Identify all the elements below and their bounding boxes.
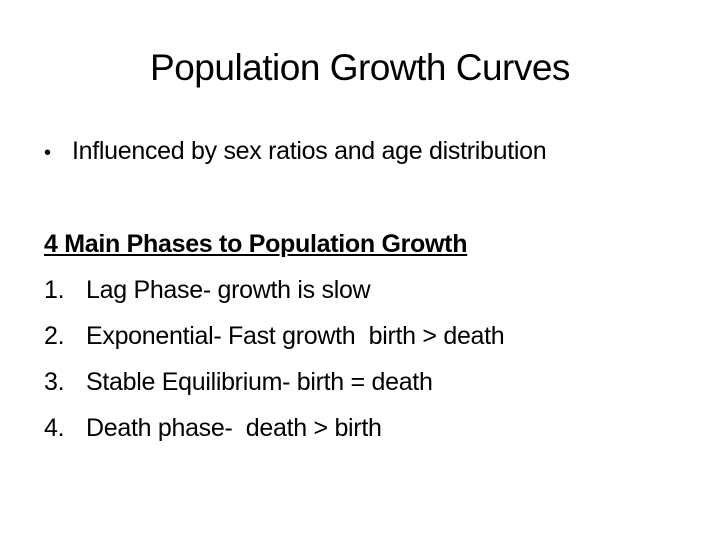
phases-heading: 4 Main Phases to Population Growth — [44, 230, 468, 258]
bullet-dot-icon: • — [44, 142, 51, 164]
phase-number: 2. — [44, 322, 65, 350]
phase-text: Lag Phase- growth is slow — [86, 276, 371, 304]
phase-item-lag — [44, 267, 684, 313]
phase-text: Stable Equilibrium- birth = death — [86, 368, 433, 396]
phase-list — [44, 267, 684, 451]
bullet-text: Influenced by sex ratios and age distribution — [72, 137, 547, 165]
phase-text: Death phase- death > birth — [86, 414, 382, 442]
phase-number: 3. — [44, 368, 65, 396]
phase-number: 1. — [44, 276, 65, 304]
phase-item-stable-equilibrium — [44, 359, 684, 405]
phase-item-death — [44, 405, 684, 451]
phase-text: Exponential- Fast growth birth > death — [86, 322, 505, 350]
phase-number: 4. — [44, 414, 65, 442]
slide-title: Population Growth Curves — [150, 47, 570, 88]
phases-section — [44, 221, 684, 451]
phase-item-exponential — [44, 313, 684, 359]
bullet-list — [44, 130, 684, 174]
bullet-item — [44, 130, 684, 174]
